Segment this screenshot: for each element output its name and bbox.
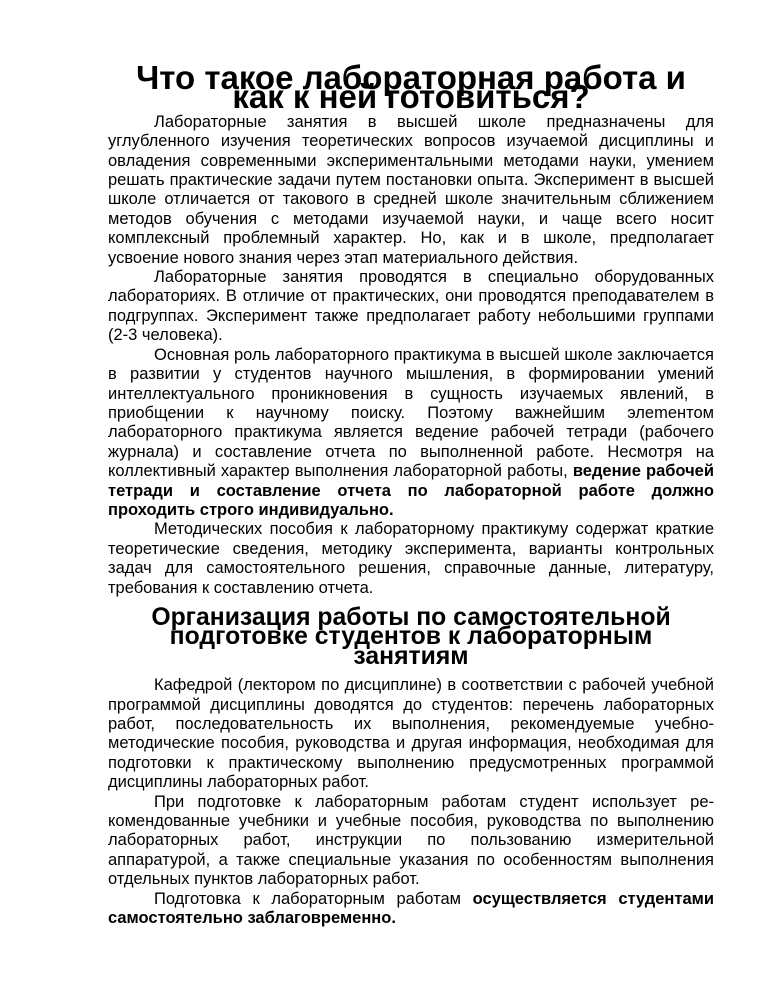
section-2-paragraph-1: Кафедрой (лектором по дисциплине) в соответствии с рабочей учебной программой дисциплины доводятся до студентов: перечень лабораторных работ, последовательность их выполнения, рекомендуемые учебно-методические пособия, руководства и другая информация, необходимая для подготовки к практическому выполнению предусмотренных программой дисциплины лабораторных работ. — [108, 676, 714, 792]
section-2-paragraph-3 — [108, 890, 714, 929]
section-1-paragraph-2: Лабораторные занятия проводятся в специально оборудованных лабораториях. В отличие от практических, они проводятся преподавателем в подгруппах. Эксперимент также предполагает работу небольшими группами (2-3 человека). — [108, 268, 714, 345]
section-1-paragraph-3-bold: ведение рабочей тетради и составление отчета по лабораторной работе должно проходить строго индивидуально. — [108, 462, 714, 519]
section-1-title: Что такое лабораторная работа и как к ней готовиться? — [136, 59, 686, 116]
section-1-paragraph-3-text: Основная роль лабораторного практикума в высшей школе заключается в развитии у студентов научного мышления, в формировании умений интеллектуального проникновения в сущность изучаемых явлений, в приобщении к научному поиску. Поэтому важнейшим элеmентом лабораторного практикума является ведение рабочей тетради (рабочего журнала) и составление отчета по выполненной работе. Несмотря на коллективный характер выполнения лабораторной работы, — [108, 345, 714, 481]
section-1-paragraph-4: Методических пособия к лабораторному практикуму содержат краткие теоретические сведения, методику эксперимента, варианты контрольных задач для самостоятельного решения, справочные данные, литературу, требования к составлению отчета. — [108, 520, 714, 597]
section-2-paragraph-3-text: Подготовка к лабораторным работам — [154, 889, 473, 908]
section-1-paragraph-1: Лабораторные занятия в высшей школе предназначены для углубленного изучения теоретических вопросов изучаемой дисциплины и овладения современными экспериментальными методами науки, умением решать практические задачи путем постановки опыта. Эксперимент в высшей школе отличается от такового в средней школе значительным сближением методов обучения с методами изучаемой науки, и чаще всего носит комплексный проблемный характер. Но, как и в школе, предполагает усвоение нового знания через этап материального действия. — [108, 112, 714, 267]
section-1-paragraph-3 — [108, 346, 714, 521]
section-2-title: Организация работы по самостоятельной подготовке студентов к лабораторным занятиям — [151, 603, 671, 670]
section-2-paragraph-3-bold: осуществляется студентами самостоятельно заблаговременно. — [108, 889, 714, 928]
section-2-paragraph-2: При подготовке к лабораторным работам студент использует рекомендованные учебники и учебные пособия, руководства по выполнению лабораторных работ, инструкции по пользованию измерительной аппаратурой, а также специальные указания по особенностям выполнения отдельных пунктов лабораторных работ. — [108, 792, 714, 889]
